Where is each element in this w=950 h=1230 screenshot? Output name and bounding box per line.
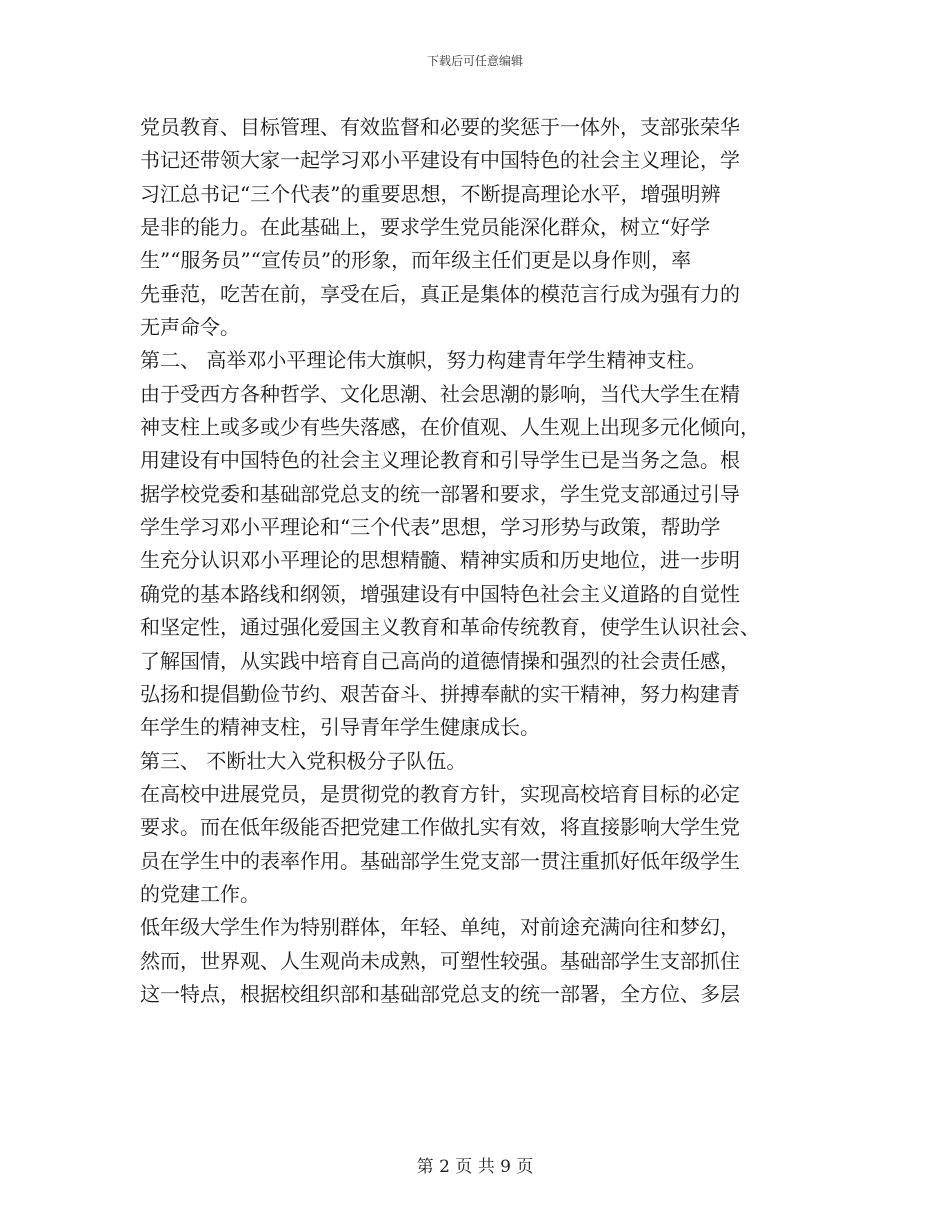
text-line: 用建设有中国特色的社会主义理论教育和引导学生已是当务之急。根 (140, 448, 740, 473)
text-line: 是非的能力。在此基础上，要求学生党员能深化群众，树立“好学 (140, 215, 711, 240)
text-line: 党员教育、目标管理、有效监督和必要的奖惩于一体外，支部张荣华 (140, 115, 740, 139)
text-line: 习江总书记“三个代表”的重要思想，不断提高理论水平，增强明辨 (140, 181, 721, 206)
text-line: 学生学习邓小平理论和“三个代表”思想，学习形势与政策，帮助学 (140, 515, 721, 540)
text-line: 生”“服务员”“宣传员”的形象，而年级主任们更是以身作则，率 (140, 248, 692, 273)
text-line: 在高校中进展党员，是贯彻党的教育方针，实现高校培育目标的必定 (140, 781, 740, 806)
text-line: 弘扬和提倡勤俭节约、艰苦奋斗、拼搏奉献的实干精神，努力构建青 (140, 681, 740, 706)
text-line: 员在学生中的表率作用。基础部学生党支部一贯注重抓好低年级学生 (140, 848, 740, 873)
text-line: 年学生的精神支柱，引导青年学生健康成长。 (140, 715, 540, 740)
text-line: 先垂范，吃苦在前，享受在后，真正是集体的模范言行成为强有力的 (140, 281, 740, 306)
text-line: 据学校党委和基础部党总支的统一部署和要求，学生党支部通过引导 (140, 481, 740, 506)
text-line: 由于受西方各种哲学、文化思潮、社会思潮的影响，当代大学生在精 (140, 381, 740, 406)
text-line: 了解国情，从实践中培育自己高尚的道德情操和强烈的社会责任感， (140, 648, 740, 673)
text-line: 要求。而在低年级能否把党建工作做扎实有效，将直接影响大学生党 (140, 815, 740, 840)
text-line: 第二、 高举邓小平理论伟大旗帜，努力构建青年学生精神支柱。 (140, 348, 707, 373)
text-line: 和坚定性，通过强化爱国主义教育和革命传统教育，使学生认识社会、 (140, 615, 760, 640)
text-line: 无声命令。 (140, 315, 240, 340)
text-line: 低年级大学生作为特别群体，年轻、单纯，对前途充满向往和梦幻， (140, 915, 740, 940)
page-footer: 第 2 页 共 9 页 (416, 1157, 534, 1177)
body-text (140, 111, 820, 1011)
text-line: 然而，世界观、人生观尚未成熟，可塑性较强。基础部学生支部抓住 (140, 948, 740, 973)
page-header: 下载后可任意编辑 (426, 54, 523, 68)
text-line: 的党建工作。 (140, 881, 260, 906)
text-line: 生充分认识邓小平理论的思想精髓、精神实质和历史地位，进一步明 (140, 548, 740, 573)
text-line: 书记还带领大家一起学习邓小平建设有中国特色的社会主义理论，学 (140, 148, 740, 173)
text-line: 神支柱上或多或少有些失落感，在价值观、人生观上出现多元化倾向， (140, 415, 760, 440)
text-line: 确党的基本路线和纲领，增强建设有中国特色社会主义道路的自觉性 (140, 581, 740, 606)
text-line: 第三、 不断壮大入党积极分子队伍。 (140, 748, 467, 773)
text-line: 这一特点，根据校组织部和基础部党总支的统一部署，全方位、多层 (140, 981, 740, 1006)
